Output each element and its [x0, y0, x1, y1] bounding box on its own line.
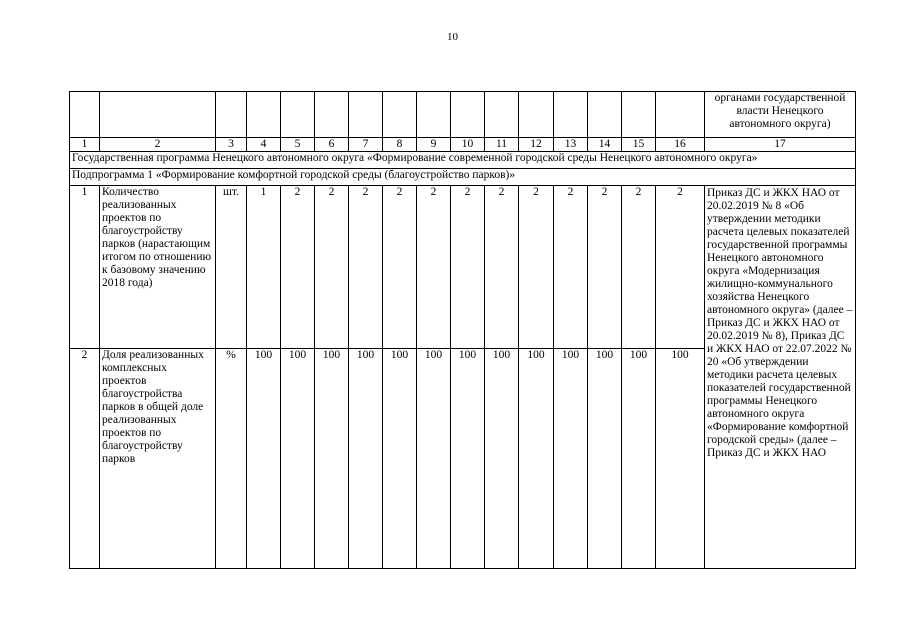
unit: шт.: [216, 186, 247, 349]
value-cell: 100: [417, 349, 451, 569]
row-number: 1: [70, 186, 100, 349]
column-number: 11: [485, 138, 519, 152]
column-number: 2: [100, 138, 216, 152]
value-cell: 2: [622, 186, 656, 349]
value-cell: 2: [349, 186, 383, 349]
value-cell: 100: [281, 349, 315, 569]
value-cell: 2: [485, 186, 519, 349]
value-cell: 2: [281, 186, 315, 349]
value-cell: 100: [622, 349, 656, 569]
value-cell: 2: [554, 186, 588, 349]
value-cell: 100: [554, 349, 588, 569]
value-cell: 2: [588, 186, 622, 349]
page-number: 10: [447, 31, 458, 43]
indicator-name: Доля реализованных комплексных проектов благоустройства парков в общей доле реализованных проектов по благоустройству парков: [102, 349, 204, 465]
program-title: Государственная программа Ненецкого автономного округа «Формирование современной городской среды Ненецкого автономного округа»: [72, 152, 758, 164]
basis-document: Приказ ДС и ЖКХ НАО от 20.02.2019 № 8 «Об утверждении методики расчета целевых показателей государственной программы Ненецкого автономного округа «Модернизация жилищно-коммунального хозяйства Ненецкого автономного округа» (далее – Приказ ДС и ЖКХ НАО от 20.02.2019 № 8), Приказ ДС и ЖКХ НАО от 22.07.2022 № 20 «Об утверждении методики расчета целевых показателей государственной программы Ненецкого автономного округа «Формирование комфортной городской среды» (далее – Приказ ДС и ЖКХ НАО: [707, 187, 853, 459]
column-number: 5: [281, 138, 315, 152]
value-cell: 2: [383, 186, 417, 349]
column-number: 4: [247, 138, 281, 152]
value-cell: 100: [383, 349, 417, 569]
value-cell: 1: [247, 186, 281, 349]
column-number: 7: [349, 138, 383, 152]
value-cell: 2: [656, 186, 705, 349]
header-continuation-row: [70, 92, 856, 138]
header-fragment: органами государственной власти Ненецкого автономного округа): [705, 92, 856, 138]
subprogram-row: [70, 169, 856, 186]
column-number: 16: [656, 138, 705, 152]
column-number: 17: [705, 138, 856, 152]
column-number: 14: [588, 138, 622, 152]
value-cell: 2: [519, 186, 554, 349]
column-number: 6: [315, 138, 349, 152]
column-number: 8: [383, 138, 417, 152]
value-cell: 100: [519, 349, 554, 569]
value-cell: 100: [485, 349, 519, 569]
value-cell: 2: [417, 186, 451, 349]
column-number: 13: [554, 138, 588, 152]
value-cell: 100: [315, 349, 349, 569]
value-cell: 100: [656, 349, 705, 569]
column-number: 15: [622, 138, 656, 152]
column-number: 1: [70, 138, 100, 152]
unit: %: [216, 349, 247, 569]
column-number: 10: [451, 138, 485, 152]
value-cell: 100: [588, 349, 622, 569]
program-row: [70, 152, 856, 169]
indicator-name: Количество реализованных проектов по благоустройству парков (нарастающим итогом по отношению к базовому значению 2018 года): [102, 186, 212, 289]
indicators-table: [69, 91, 856, 569]
value-cell: 2: [315, 186, 349, 349]
subprogram-title: Подпрограмма 1 «Формирование комфортной городской среды (благоустройство парков)»: [72, 169, 516, 181]
value-cell: 100: [451, 349, 485, 569]
column-number: 9: [417, 138, 451, 152]
column-number: 3: [216, 138, 247, 152]
value-cell: 100: [349, 349, 383, 569]
value-cell: 100: [247, 349, 281, 569]
value-cell: 2: [451, 186, 485, 349]
column-number-row: [70, 138, 856, 152]
table-row: [70, 186, 856, 349]
row-number: 2: [70, 349, 100, 569]
column-number: 12: [519, 138, 554, 152]
